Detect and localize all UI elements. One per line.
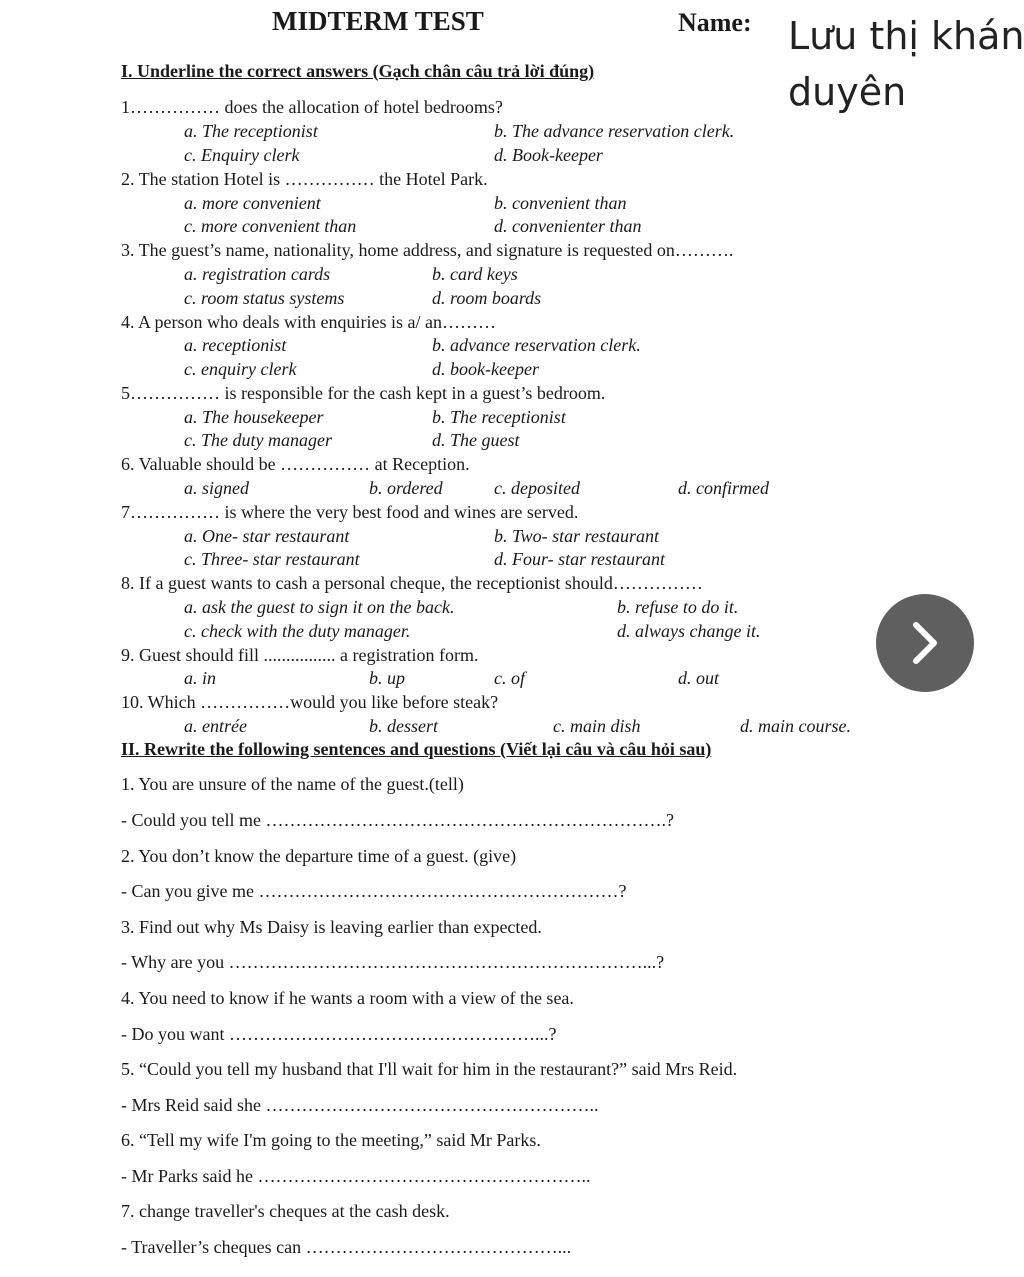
answer-option[interactable]: a. entrée (184, 716, 247, 736)
answer-option[interactable]: a. registration cards (184, 264, 331, 284)
answer-option[interactable]: c. Three- star restaurant (184, 549, 360, 569)
section1-heading: I. Underline the correct answers (Gạch chân câu trả lời đúng) (121, 61, 595, 81)
rewrite-prompt: 7. change traveller's cheques at the cash desk. (121, 1201, 450, 1221)
question-stem: 7…………… is where the very best food and wines are served. (121, 502, 579, 522)
answer-option[interactable]: c. The duty manager (184, 430, 332, 450)
name-label: Name: (678, 8, 752, 37)
answer-option[interactable]: a. One- star restaurant (184, 526, 350, 546)
rewrite-prompt: 5. “Could you tell my husband that I'll wait for him in the restaurant?” said Mrs Reid. (121, 1059, 738, 1079)
answer-option[interactable]: b. advance reservation clerk. (432, 335, 641, 355)
answer-option[interactable]: c. check with the duty manager. (184, 621, 411, 641)
section2-heading: II. Rewrite the following sentences and questions (Viết lại câu và câu hỏi sau) (121, 739, 712, 759)
answer-option[interactable]: c. Enquiry clerk (184, 145, 300, 165)
answer-option[interactable]: b. convenient than (494, 193, 627, 213)
rewrite-answer-line[interactable]: - Could you tell me ………………………………………………………….? (121, 810, 674, 830)
rewrite-prompt: 3. Find out why Ms Daisy is leaving earlier than expected. (121, 917, 542, 937)
answer-option[interactable]: a. more convenient (184, 193, 321, 213)
rewrite-answer-line[interactable]: - Mr Parks said he ……………………………………………….. (121, 1166, 591, 1186)
question-stem: 1…………… does the allocation of hotel bedrooms? (121, 97, 503, 117)
answer-option[interactable]: b. dessert (369, 716, 438, 736)
answer-option[interactable]: b. The receptionist (432, 407, 566, 427)
rewrite-answer-line[interactable]: - Why are you ……………………………………………………………...? (121, 952, 665, 972)
rewrite-prompt: 6. “Tell my wife I'm going to the meeting,” said Mr Parks. (121, 1130, 541, 1150)
answer-option[interactable]: c. main dish (553, 716, 641, 736)
answer-option[interactable]: a. in (184, 668, 217, 688)
question-stem: 8. If a guest wants to cash a personal cheque, the receptionist should…………… (121, 573, 703, 593)
answer-option[interactable]: d. room boards (432, 288, 542, 308)
answer-option[interactable]: d. Four- star restaurant (494, 549, 665, 569)
rewrite-prompt: 1. You are unsure of the name of the guest.(tell) (121, 774, 464, 794)
answer-option[interactable]: d. book-keeper (432, 359, 539, 379)
test-title: MIDTERM TEST (272, 6, 484, 36)
answer-option[interactable]: d. The guest (432, 430, 520, 450)
answer-option[interactable]: c. deposited (494, 478, 580, 498)
answer-option[interactable]: d. confirmed (678, 478, 769, 498)
question-stem: 9. Guest should fill ................ a registration form. (121, 645, 479, 665)
rewrite-prompt: 2. You don’t know the departure time of a guest. (give) (121, 846, 517, 866)
answer-option[interactable]: a. signed (184, 478, 249, 498)
answer-option[interactable]: c. room status systems (184, 288, 345, 308)
question-stem: 5…………… is responsible for the cash kept in a guest’s bedroom. (121, 383, 606, 403)
answer-option[interactable]: b. up (369, 668, 405, 688)
rewrite-prompt: 4. You need to know if he wants a room with a view of the sea. (121, 988, 574, 1008)
answer-option[interactable]: a. ask the guest to sign it on the back. (184, 597, 455, 617)
answer-option[interactable]: d. Book-keeper (494, 145, 603, 165)
chevron-right-icon (905, 619, 945, 667)
question-stem: 2. The station Hotel is …………… the Hotel Park. (121, 169, 488, 189)
handwritten-name-line2: duyên (788, 70, 907, 114)
answer-option[interactable]: b. The advance reservation clerk. (494, 121, 735, 141)
answer-option[interactable]: b. Two- star restaurant (494, 526, 660, 546)
answer-option[interactable]: c. enquiry clerk (184, 359, 297, 379)
next-page-button[interactable] (876, 594, 974, 692)
answer-option[interactable]: d. always change it. (617, 621, 761, 641)
rewrite-answer-line[interactable]: - Traveller’s cheques can ……………………………………... (121, 1237, 572, 1257)
answer-option[interactable]: d. convenienter than (494, 216, 642, 236)
answer-option[interactable]: c. more convenient than (184, 216, 357, 236)
question-stem: 3. The guest’s name, nationality, home address, and signature is requested on………. (121, 240, 734, 260)
answer-option[interactable]: b. ordered (369, 478, 443, 498)
answer-option[interactable]: d. out (678, 668, 720, 688)
rewrite-answer-line[interactable]: - Do you want ……………………………………………...? (121, 1024, 557, 1044)
answer-option[interactable]: b. refuse to do it. (617, 597, 739, 617)
answer-option[interactable]: a. The receptionist (184, 121, 318, 141)
rewrite-answer-line[interactable]: - Mrs Reid said she ……………………………………………….. (121, 1095, 599, 1115)
answer-option[interactable]: c. of (494, 668, 525, 688)
answer-option[interactable]: b. card keys (432, 264, 518, 284)
question-stem: 10. Which ……………would you like before steak? (121, 692, 499, 712)
answer-option[interactable]: a. receptionist (184, 335, 287, 355)
question-stem: 6. Valuable should be …………… at Reception. (121, 454, 470, 474)
answer-option[interactable]: d. main course. (740, 716, 851, 736)
handwritten-name-line1: Lưu thị khán (788, 14, 1024, 58)
answer-option[interactable]: a. The housekeeper (184, 407, 324, 427)
rewrite-answer-line[interactable]: - Can you give me ……………………………………………………? (121, 881, 627, 901)
question-stem: 4. A person who deals with enquiries is a/ an……… (121, 312, 496, 332)
